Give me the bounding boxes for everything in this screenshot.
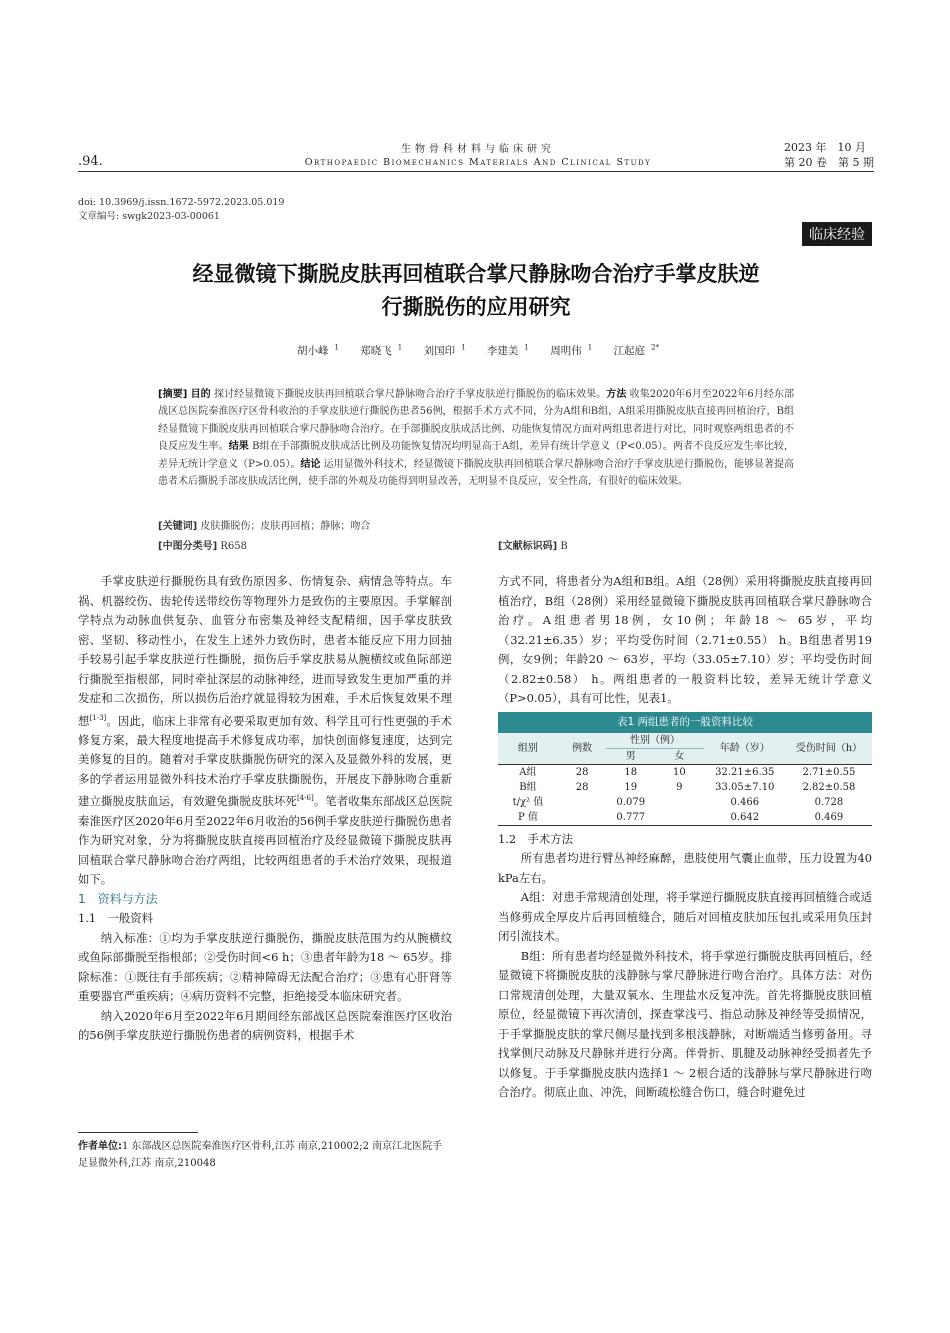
keywords: [关键词] 皮肤撕脱伤；皮肤再回植；静脉；吻合 bbox=[158, 521, 371, 532]
subsection-heading: 1.2 手术方法 bbox=[498, 831, 574, 846]
section-heading: 1 资料与方法 bbox=[78, 891, 158, 906]
paragraph: B组：所有患者均经显微外科技术，将手掌逆行撕脱皮肤再回植后，经显微镜下将撕脱皮肤的浅静脉与掌尺静脉进行吻合治疗。具体方法：对伤口常规清创处理，大量双氧水、生理盐水反复冲洗。首先将撕脱皮肤回植原位，经显微镜下再次清创，探查掌浅弓、指总动脉及神经等受损情况，于手掌撕脱皮肤的掌尺侧尽量找到多根浅静脉，对断端适当修剪备用。寻找掌侧尺动脉及尺静脉并进行分离。伴骨折、肌腱及动脉神经受损者先予以修复。于手掌撕脱皮肤内选择1 ～ 2根合适的浅静脉与掌尺静脉进行吻合治疗。彻底止血、冲洗，间断疏松缝合伤口，缝合时避免过 bbox=[498, 948, 872, 1099]
table-row: P 值 0.777 0.642 0.469 bbox=[498, 810, 872, 826]
table-caption: 表1 两组患者的一般资料比较 bbox=[498, 712, 872, 733]
col-header: 受伤时间（h） bbox=[786, 733, 872, 765]
paragraph: A组：对患手常规清创处理，将手掌逆行撕脱皮肤直接再回植缝合或适当修剪成全厚皮片后再回植缝合，随后对回植皮肤加压包扎或采用负压封闭引流技术。 bbox=[498, 890, 872, 943]
page-number: .94. bbox=[78, 154, 103, 169]
title-line-1: 经显微镜下撕脱皮肤再回植联合掌尺静脉吻合治疗手掌皮肤逆 bbox=[192, 262, 760, 286]
paragraph: 方式不同，将患者分为A组和B组。A组（28例）采用将撕脱皮肤直接再回植治疗，B组（28例）采用经显微镜下撕脱皮肤再回植联合掌尺静脉吻合治疗。A组患者男18例，女10例；年龄18 ～ 65岁，平均（32.21±6.35）岁；平均受伤时间（2.71±0.55） h。B组患者男19例，女9例；年龄20 ～ 63岁，平均（33.05±7.10）岁；平均受伤时间（2.82±0.58） h。两组患者的一般资料比较，差异无统计学意义（P>0.05），具有可比性，见表1。 bbox=[498, 574, 872, 705]
table-row: B组 28 19 9 33.05±7.10 2.82±0.58 bbox=[519, 781, 856, 793]
subsection-heading: 1.1 一般资料 bbox=[78, 911, 154, 926]
author: 胡小峰 $^1$ bbox=[296, 343, 339, 357]
paragraph: 纳入标准：①均为手掌皮肤逆行撕脱伤，撕脱皮肤范围为约从腕横纹或鱼际部撕脱至指根部；②受伤时间<6 h；③患者年龄为18 ～ 65岁。排除标准：①既往有手部疾病；②精神障碍无法配合治疗；③患有心肝肾等重要器官严重疾病；④病历资料不完整，拒绝接受本临床研究者。 bbox=[78, 930, 452, 1004]
document-code: [文献标识码] B bbox=[498, 541, 568, 552]
author: 周明伟 $^1$ bbox=[550, 343, 593, 357]
footnote-divider bbox=[78, 1132, 198, 1133]
col-header: 女 bbox=[655, 748, 704, 764]
page-header bbox=[78, 140, 874, 172]
col-header: 组别 bbox=[498, 733, 558, 765]
author: 郑晓飞 $^1$ bbox=[360, 343, 403, 357]
col-header: 年龄（岁） bbox=[704, 733, 786, 765]
data-table bbox=[498, 733, 872, 826]
doi: doi: 10.3969/j.issn.1672-5972.2023.05.019 bbox=[78, 197, 285, 208]
article-meta bbox=[78, 196, 284, 224]
table-1 bbox=[498, 712, 872, 826]
journal-name bbox=[298, 140, 658, 168]
journal-name-en: Orthopaedic Biomechanics Materials And Clinical Study bbox=[304, 157, 652, 168]
body-right-column bbox=[498, 572, 872, 1103]
paragraph: 手掌皮肤逆行撕脱伤具有致伤原因多、伤情复杂、病情急等特点。车祸、机器绞伤、齿轮传送带绞伤等物理外力是致伤的主要原因。手掌解剖学特点为动脉血供复杂、血管分布密集及神经支配精细，因手掌皮肤致密、坚韧、移动性小，在发生上述外力致伤时，患者本能反应下用力回抽手较易引起手掌皮肤逆行性撕脱，损伤后手掌皮肤易从腕横纹或鱼际部逆行撕脱至指根部，同时牵扯深层的动脉神经，进而导致发生更加严重的并发症和二次损伤，所以损伤后治疗就显得较为困难，手术后恢复效果不理想[1-3]。因此，临床上非常有必要采取更加有效、科学且可行性更强的手术修复方案，最大程度地提高手术修复成功率，加快创面修复速度，达到完美修复的目的。随着对手掌皮肤撕脱伤研究的深入及显微外科的发展，更多的学者运用显微外科技术治疗手掌皮肤撕脱伤，开展皮下静脉吻合重新建立撕脱皮肤血运，有效避免撕脱皮肤坏死[4-6]。笔者收集东部战区总医院秦淮医疗区2020年6月至2022年6月收治的56例手掌皮肤逆行撕脱伤患者作为研究对象，分为将撕脱皮肤直接再回植治疗及经显微镜下撕脱皮肤再回植联合掌尺静脉吻合治疗两组，比较两组患者的手术治疗效果，现报道如下。 bbox=[78, 574, 452, 887]
table-row: t/χ² 值 0.079 0.466 0.728 bbox=[512, 796, 844, 808]
col-header: 男 bbox=[606, 748, 655, 764]
col-header: 性别（例） bbox=[606, 733, 703, 749]
paper-title bbox=[78, 258, 874, 324]
author: 李建美 $^1$ bbox=[486, 343, 529, 357]
col-header: 例数 bbox=[558, 733, 607, 765]
title-line-2: 行撕脱伤的应用研究 bbox=[381, 295, 571, 319]
article-id: 文章编号: swgk2023-03-00061 bbox=[78, 211, 220, 222]
author: 刘国印 $^1$ bbox=[423, 343, 466, 357]
body-left-column bbox=[78, 572, 452, 1046]
abstract: [摘要] 目的 探讨经显微镜下撕脱皮肤再回植联合掌尺静脉吻合治疗手掌皮肤逆行撕脱伤的临床效果。方法 收集2020年6月至2022年6月经东部战区总医院秦淮医疗区骨科收治的手掌皮肤逆行撕脱伤患者56例，根据手术方式不同，分为A组和B组，A组采用撕脱皮肤直接再回植治疗，B组经显微镜下撕脱皮肤再回植联合掌尺静脉吻合治疗。在手部撕脱皮肤成活比例、功能恢复情况方面对两组患者进行对比，同时观察两组患者的不良反应发生率。结果 B组在手部撕脱皮肤成活比例及功能恢复情况均明显高于A组，差异有统计学意义（P<0.05）。两者不良反应发生率比较，差异无统计学意义（P>0.05）。结论 运用显微外科技术，经显微镜下撕脱皮肤再回植联合掌尺静脉吻合治疗手掌皮肤逆行撕脱伤，能够显著提高患者术后撕脱手部皮肤成活比例，使手部的外观及功能得到明显改善，无明显不良反应，安全性高，有很好的临床效果。 bbox=[158, 389, 795, 488]
paragraph: 所有患者均进行臂丛神经麻醉，患肢使用气囊止血带，压力设置为40 kPa左右。 bbox=[498, 851, 872, 885]
issue-date: 2023 年 10 月 bbox=[784, 141, 866, 154]
author-affiliation: 作者单位:1 东部战区总医院秦淮医疗区骨科,江苏 南京,210002;2 南京江北医院手足显微外科,江苏 南京,210048 bbox=[78, 1141, 443, 1169]
author: 江起庭 $^{2*}$ bbox=[613, 343, 660, 357]
issue-volume: 第 20 卷 第 5 期 bbox=[784, 156, 874, 169]
table-row: A组 28 18 10 32.21±6.35 2.71±0.55 bbox=[498, 764, 872, 780]
issue-info bbox=[784, 140, 874, 170]
journal-name-cn: 生物骨科材料与临床研究 bbox=[401, 144, 555, 155]
clc-number: [中图分类号] R658 bbox=[158, 541, 247, 552]
section-tag: 临床经验 bbox=[802, 222, 872, 246]
paragraph: 纳入2020年6月至2022年6月期间经东部战区总医院秦淮医疗区收治的56例手掌皮肤逆行撕脱伤患者的病例资料，根据手术 bbox=[78, 1008, 452, 1043]
author-list bbox=[0, 343, 950, 358]
